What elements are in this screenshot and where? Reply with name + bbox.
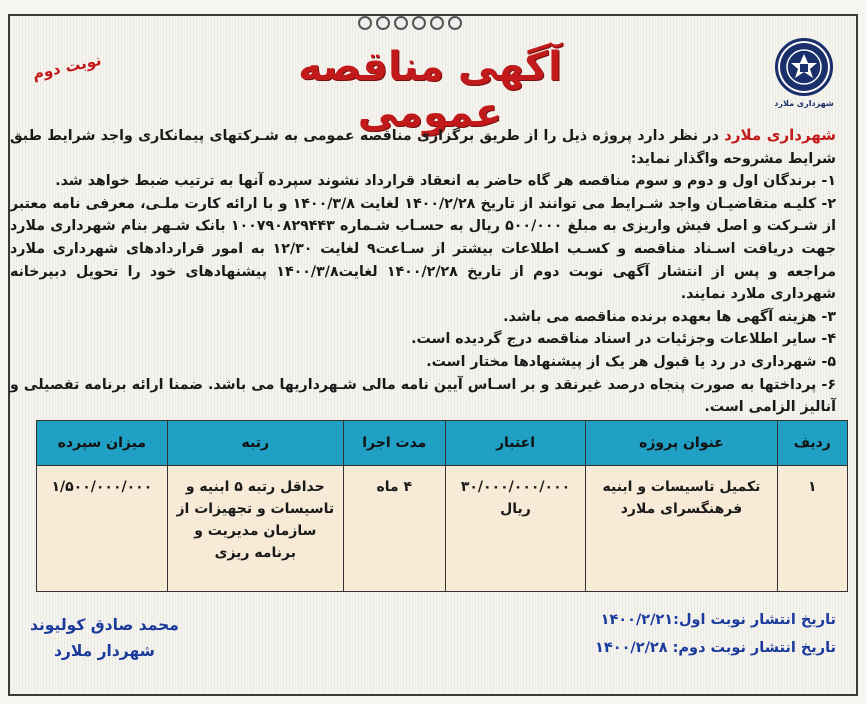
signature-block <box>30 612 179 664</box>
page-title: آگهی مناقصه عمومی <box>298 44 562 136</box>
header-deposit: میزان سپرده <box>37 421 168 466</box>
cell-project-title: تکمیل تاسیسات و ابنیه فرهنگسرای ملارد <box>586 466 777 592</box>
header-grade: رتبه <box>167 421 343 466</box>
cell-credit: ۳۰/۰۰۰/۰۰۰/۰۰۰ ریال <box>445 466 586 592</box>
condition-item-6: ۶- پرداختها به صورت پنجاه درصد غیرنقد و بر اسـاس آیین نامه مالی شـهرداریها می باشد. ضمنا ارائه برنامه تفصیلی و آنالیز الزامی است. <box>10 376 836 416</box>
cell-row-no: ۱ <box>777 466 847 592</box>
cell-grade: حداقل رتبه ۵ ابنیه و تاسیسات و تجهیزات از سازمان مدیریت و برنامه ریزی <box>167 466 343 592</box>
header-row-no: ردیف <box>777 421 847 466</box>
header-credit: اعتبار <box>445 421 586 466</box>
condition-item-4: ۴- سایر اطلاعات وجزئیات در اسناد مناقصه درج گردیده است. <box>411 331 836 348</box>
intro-paragraph <box>10 124 836 170</box>
condition-item-3: ۳- هزینه آگهی ها بعهده برنده مناقصه می باشد. <box>503 308 836 325</box>
publication-dates <box>595 606 836 662</box>
cell-duration: ۴ ماه <box>343 466 445 592</box>
condition-item-5: ۵- شهرداری در رد یا قبول هر یک از پیشنهادها مختار است. <box>426 353 836 370</box>
round-badge: نوبت دوم <box>30 50 103 84</box>
condition-item-1: ۱- برندگان اول و دوم و سوم مناقصه هر گاه حاضر به انعقاد قرارداد نشوند سپرده آنها به ترتیب ضبط خواهد شد. <box>55 173 836 190</box>
header-duration: مدت اجرا <box>343 421 445 466</box>
signer-title: شهردار ملارد <box>53 642 155 660</box>
condition-item-2: ۲- کلیـه متقاضیـان واجد شـرایط می توانند از تاریخ ۱۴۰۰/۲/۲۸ لغایت ۱۴۰۰/۳/۸ و با ارائه کارت ملـی، معرفی نامه معتبر از شـرکت و اصل فیش واریزی به مبلغ ۵۰۰/۰۰۰ ریال به حسـاب شـماره ۱۰۰۷۹۰۸۲۹۴۴۳ بانک شـهر بنام شهرداری ملارد جهت دریافت اسـناد مناقصه و کسـب اطلاعات بیشتر از سـاعت۹ لغایت ۱۲/۳۰ به امور قراردادهای شهرداری ملارد مراجعه و پس از انتشار آگهی نوبت دوم از تاریخ ۱۴۰۰/۲/۲۸ لغایت۱۴۰۰/۳/۸ پیشنهادهای خود را تحویل دبیرخانه شهرداری ملارد نمایند. <box>10 195 837 303</box>
municipality-logo <box>772 38 836 116</box>
advertisement-frame <box>8 14 858 696</box>
top-ornament <box>350 16 470 36</box>
header-project-title: عنوان پروژه <box>586 421 777 466</box>
tender-conditions <box>10 124 836 419</box>
organization-name: شهرداری ملارد <box>724 126 836 144</box>
logo-seal-icon <box>775 38 833 96</box>
table-header-row <box>37 421 848 466</box>
table-row <box>37 466 848 592</box>
intro-text: در نظر دارد پروژه ذیل را از طریق برگزاری مناقصه عمومی به شـرکتهای پیمانکاری واجد شرایط طبق شرایط مشروحه واگذار نماید: <box>10 128 836 167</box>
logo-caption: شهرداری ملارد <box>774 99 834 108</box>
project-table <box>36 420 848 592</box>
first-publication-date: تاریخ انتشار نوبت اول:۱۴۰۰/۲/۲۱ <box>600 612 836 628</box>
signer-name: محمد صادق کولیوند <box>30 616 179 634</box>
second-publication-date: تاریخ انتشار نوبت دوم: ۱۴۰۰/۲/۲۸ <box>595 640 836 656</box>
cell-deposit: ۱/۵۰۰/۰۰۰/۰۰۰ <box>37 466 168 592</box>
